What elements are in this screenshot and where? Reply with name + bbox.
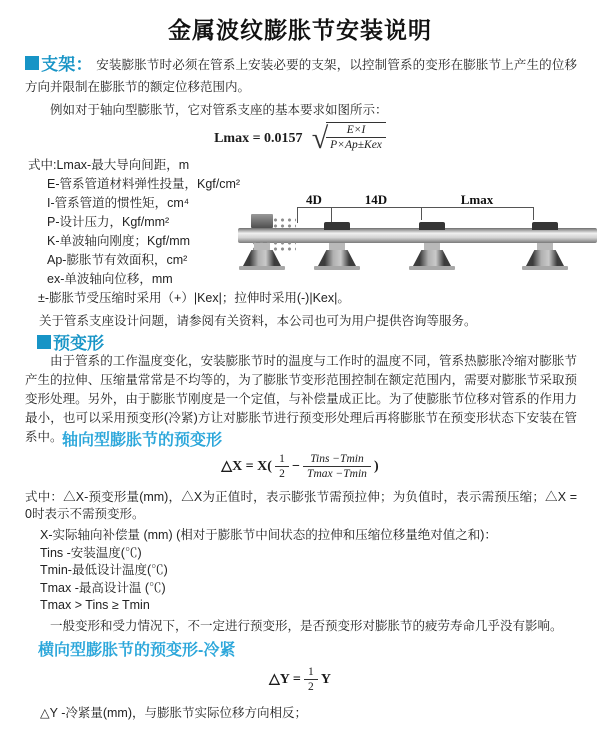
def-x: X-实际轴向补偿量 (mm) (相对于膨胀节中间状态的拉伸和压缩位移量绝对值之和)： [40,528,497,542]
formula-lateral-rhs: Y [320,671,331,687]
guide-support [521,218,569,284]
def-ex: ex-单波轴向位移，mm [47,272,173,286]
def-tmax: Tmax -最高设计温 (℃) [40,580,166,595]
def-tins: Tins -安装温度(℃) [40,545,142,560]
def-tmin: Tmin-最低设计温度(℃) [40,563,168,577]
def-k: K-单波轴向刚度；Kgf/mm [47,234,191,248]
half-fraction [275,452,289,482]
def-p: P-设计压力，Kgf/mm² [47,215,170,229]
axial-subheading: 轴向型膨胀节的预变形 [62,432,223,449]
lateral-subheading: 横向型膨胀节的预变形-冷紧 [38,642,236,659]
section-bullet-icon [25,56,39,70]
support-note: 关于管系支座设计问题，请参阅有关资料，本公司也可为用户提供咨询等服务。 [39,314,477,328]
fraction-numerator: Tins −Tmin [303,452,371,467]
lateral-note: △Y -冷紧量(mm)，与膨胀节实际位移方向相反； [40,706,308,720]
example-line: 例如对于轴向型膨胀节，它对管系支座的基本要求如图所示： [50,103,388,117]
support-pedestal [413,250,451,266]
fraction-numerator: 1 [304,665,318,680]
half-fraction [304,665,318,695]
axial-paragraph: 式中：△X-预变形量(mm)，△X为正值时，表示膨张节需预拉伸；为负值时，表示需预压缩；△X = 0时表示不需预变形。 [25,490,577,521]
dim-label-14d: 14D [364,192,388,207]
fraction-denominator: Tmax −Tmin [307,468,367,481]
def-ap: Ap-膨胀节有效面积，cm² [47,253,188,267]
support-neck [424,243,440,250]
axial-note: 一般变形和受力情况下，不一定进行预变形，是否预变形对膨胀节的疲劳寿命几乎没有影响。 [50,619,563,633]
predeform-paragraph: 由于管系的工作温度变化，安装膨胀节时的温度与工作时的温度不同，管系热膨胀冷缩对膨胀节产生的拉伸、压缩量常常是不均等的，为了膨胀节变形范围控制在额定范围内，需要对膨胀节采取预变形处理。另外，由于膨胀节刚度是一个定值，与补偿量成正比。为了使膨胀节位移对管系的作用力最小，也可以采用预变形(冷紧)方让对膨胀节进行预变形处理后再将膨胀节在预变形状态下安装在管系中。 [25,354,577,444]
sqrt-radical [312,122,386,156]
formula-lateral [0,665,600,695]
guide-support [408,218,456,284]
fraction-denominator: 2 [307,681,314,694]
formula-lmax-fraction [326,122,386,156]
axial-definitions-list [40,527,497,615]
support-pedestal [526,250,564,266]
radical-sign-icon: √ [311,122,329,155]
formula-lmax-lhs: Lmax = 0.0157 [214,130,303,146]
formula-axial-lhs: △X = X( [221,458,272,474]
def-inequality: Tmax > Tins ≥ Tmin [40,598,150,612]
anchor-clamp [251,214,273,228]
support-base [409,266,455,270]
page-title: 金属波纹膨胀节安装说明 [168,17,432,43]
formula-lateral-lhs: △Y = [269,671,301,687]
section-heading-predeform: 预变形 [53,334,104,353]
formula-axial-rhs: ) [374,458,379,474]
support-base [239,266,285,270]
section-bullet-icon [37,335,51,349]
support-saddle [532,222,558,230]
formula-lmax [0,122,600,156]
section-heading-support: 支架： [41,55,93,74]
fraction-denominator: 2 [279,468,285,481]
fraction-numerator: 1 [275,452,289,467]
predeform-heading-row [37,329,104,354]
support-base [522,266,568,270]
support-intro-text: 安装膨胀节时必须在管系上安装必要的支架，以控制管系的变形在膨胀节上产生的位移方向并限制在膨胀节的额定位移范围内。 [25,58,577,94]
support-neck [329,243,345,250]
support-pedestal [243,250,281,266]
temperature-fraction [303,452,371,482]
def-i: I-管系管道的惯性矩，cm⁴ [47,196,190,210]
guide-support [313,218,361,284]
support-base [314,266,360,270]
def-plus-minus: ±-膨胀节受压缩时采用（+）|Kex|；拉伸时采用(-)|Kex|。 [38,291,350,305]
formula-axial [0,452,600,482]
support-saddle [419,222,445,230]
minus-sign: − [291,458,300,474]
pipe-support-diagram [0,192,600,292]
fraction-numerator: E×I [326,123,386,138]
dimension-tick [297,207,298,223]
dim-label-4d: 4D [306,192,322,207]
support-saddle [324,222,350,230]
dim-label-lmax: Lmax [460,192,494,207]
anchor-support [238,218,286,284]
dimension-line [297,207,533,208]
def-lmax: 式中:Lmax-最大导向间距，m [28,158,190,172]
support-neck [537,243,553,250]
support-neck [254,243,270,250]
support-pedestal [318,250,356,266]
fraction-denominator: P×Ap±Kex [330,139,382,152]
support-paragraph [25,54,577,98]
def-e: E-管系管道材料弹性投量，Kgf/cm² [47,177,241,191]
